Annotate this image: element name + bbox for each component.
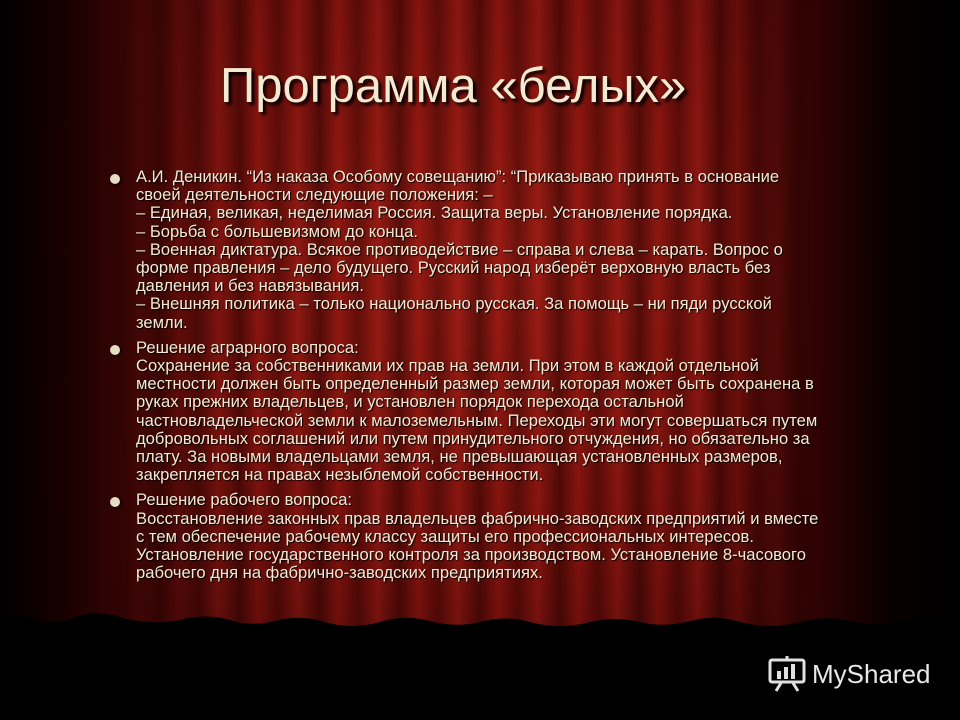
bullet-item-agrarian (110, 339, 910, 485)
text-line: земли. (136, 312, 188, 332)
bullet-list (110, 168, 910, 589)
text-line: добровольных соглашений или путем принудительного отчуждения, но обязательно за (136, 428, 810, 448)
text-line: – Единая, великая, неделимая Россия. Защита веры. Установление порядка. (136, 203, 733, 223)
watermark-text: MyShared (812, 658, 931, 689)
text-line: форме правления – дело будущего. Русский народ изберёт верховную власть без (136, 258, 771, 278)
text-line: частновладельческой земли к малоземельным. Переходы эти могут совершаться путем (136, 410, 818, 430)
text-line: давления и без навязывания. (136, 276, 364, 296)
text-line: плату. За новыми владельцами земля, не превышающая установленных размеров, (136, 447, 783, 467)
bullet-item-denikin (110, 168, 910, 332)
text-line: с тем обеспечение рабочему классу защиты его профессиональных интересов. (136, 526, 754, 546)
text-line: А.И. Деникин. “Из наказа Особому совещанию”: “Приказываю принять в основание (136, 167, 780, 186)
text-line: Сохранение за собственниками их прав на земли. При этом в каждой отдельной (136, 356, 759, 376)
slide-title: Программа «белых» (220, 59, 687, 113)
text-line: Решение аграрного вопроса: (136, 337, 359, 357)
text-line: – Военная диктатура. Всякое противодействие – справа и слева – карать. Вопрос о (136, 239, 783, 259)
bullet-icon (110, 345, 120, 355)
text-line: местности должен быть определенный размер земли, которая может быть сохранена в (136, 374, 814, 394)
text-line: Восстановление законных прав владельцев фабрично-заводских предприятий и вместе (136, 508, 819, 528)
bullet-icon (110, 497, 120, 507)
bullet-icon (110, 174, 120, 184)
text-line: своей деятельности следующие положения: – (136, 185, 493, 205)
bullet-item-labor (110, 491, 910, 582)
presentation-icon (767, 656, 807, 692)
text-line: руках прежних владельцев, и установлен порядок перехода остальной (136, 392, 684, 412)
text-line: Решение рабочего вопроса: (136, 490, 353, 510)
text-line: рабочего дня на фабрично-заводских предприятиях. (136, 563, 543, 583)
text-line: – Борьба с большевизмом до конца. (136, 221, 418, 241)
myshared-watermark[interactable] (767, 656, 931, 692)
text-line: Установление государственного контроля за производством. Установление 8-часового (136, 545, 806, 565)
text-line: – Внешняя политика – только национально русская. За помощь – ни пяди русской (136, 294, 772, 314)
text-line: закрепляется на правах незыблемой собственности. (136, 465, 544, 485)
